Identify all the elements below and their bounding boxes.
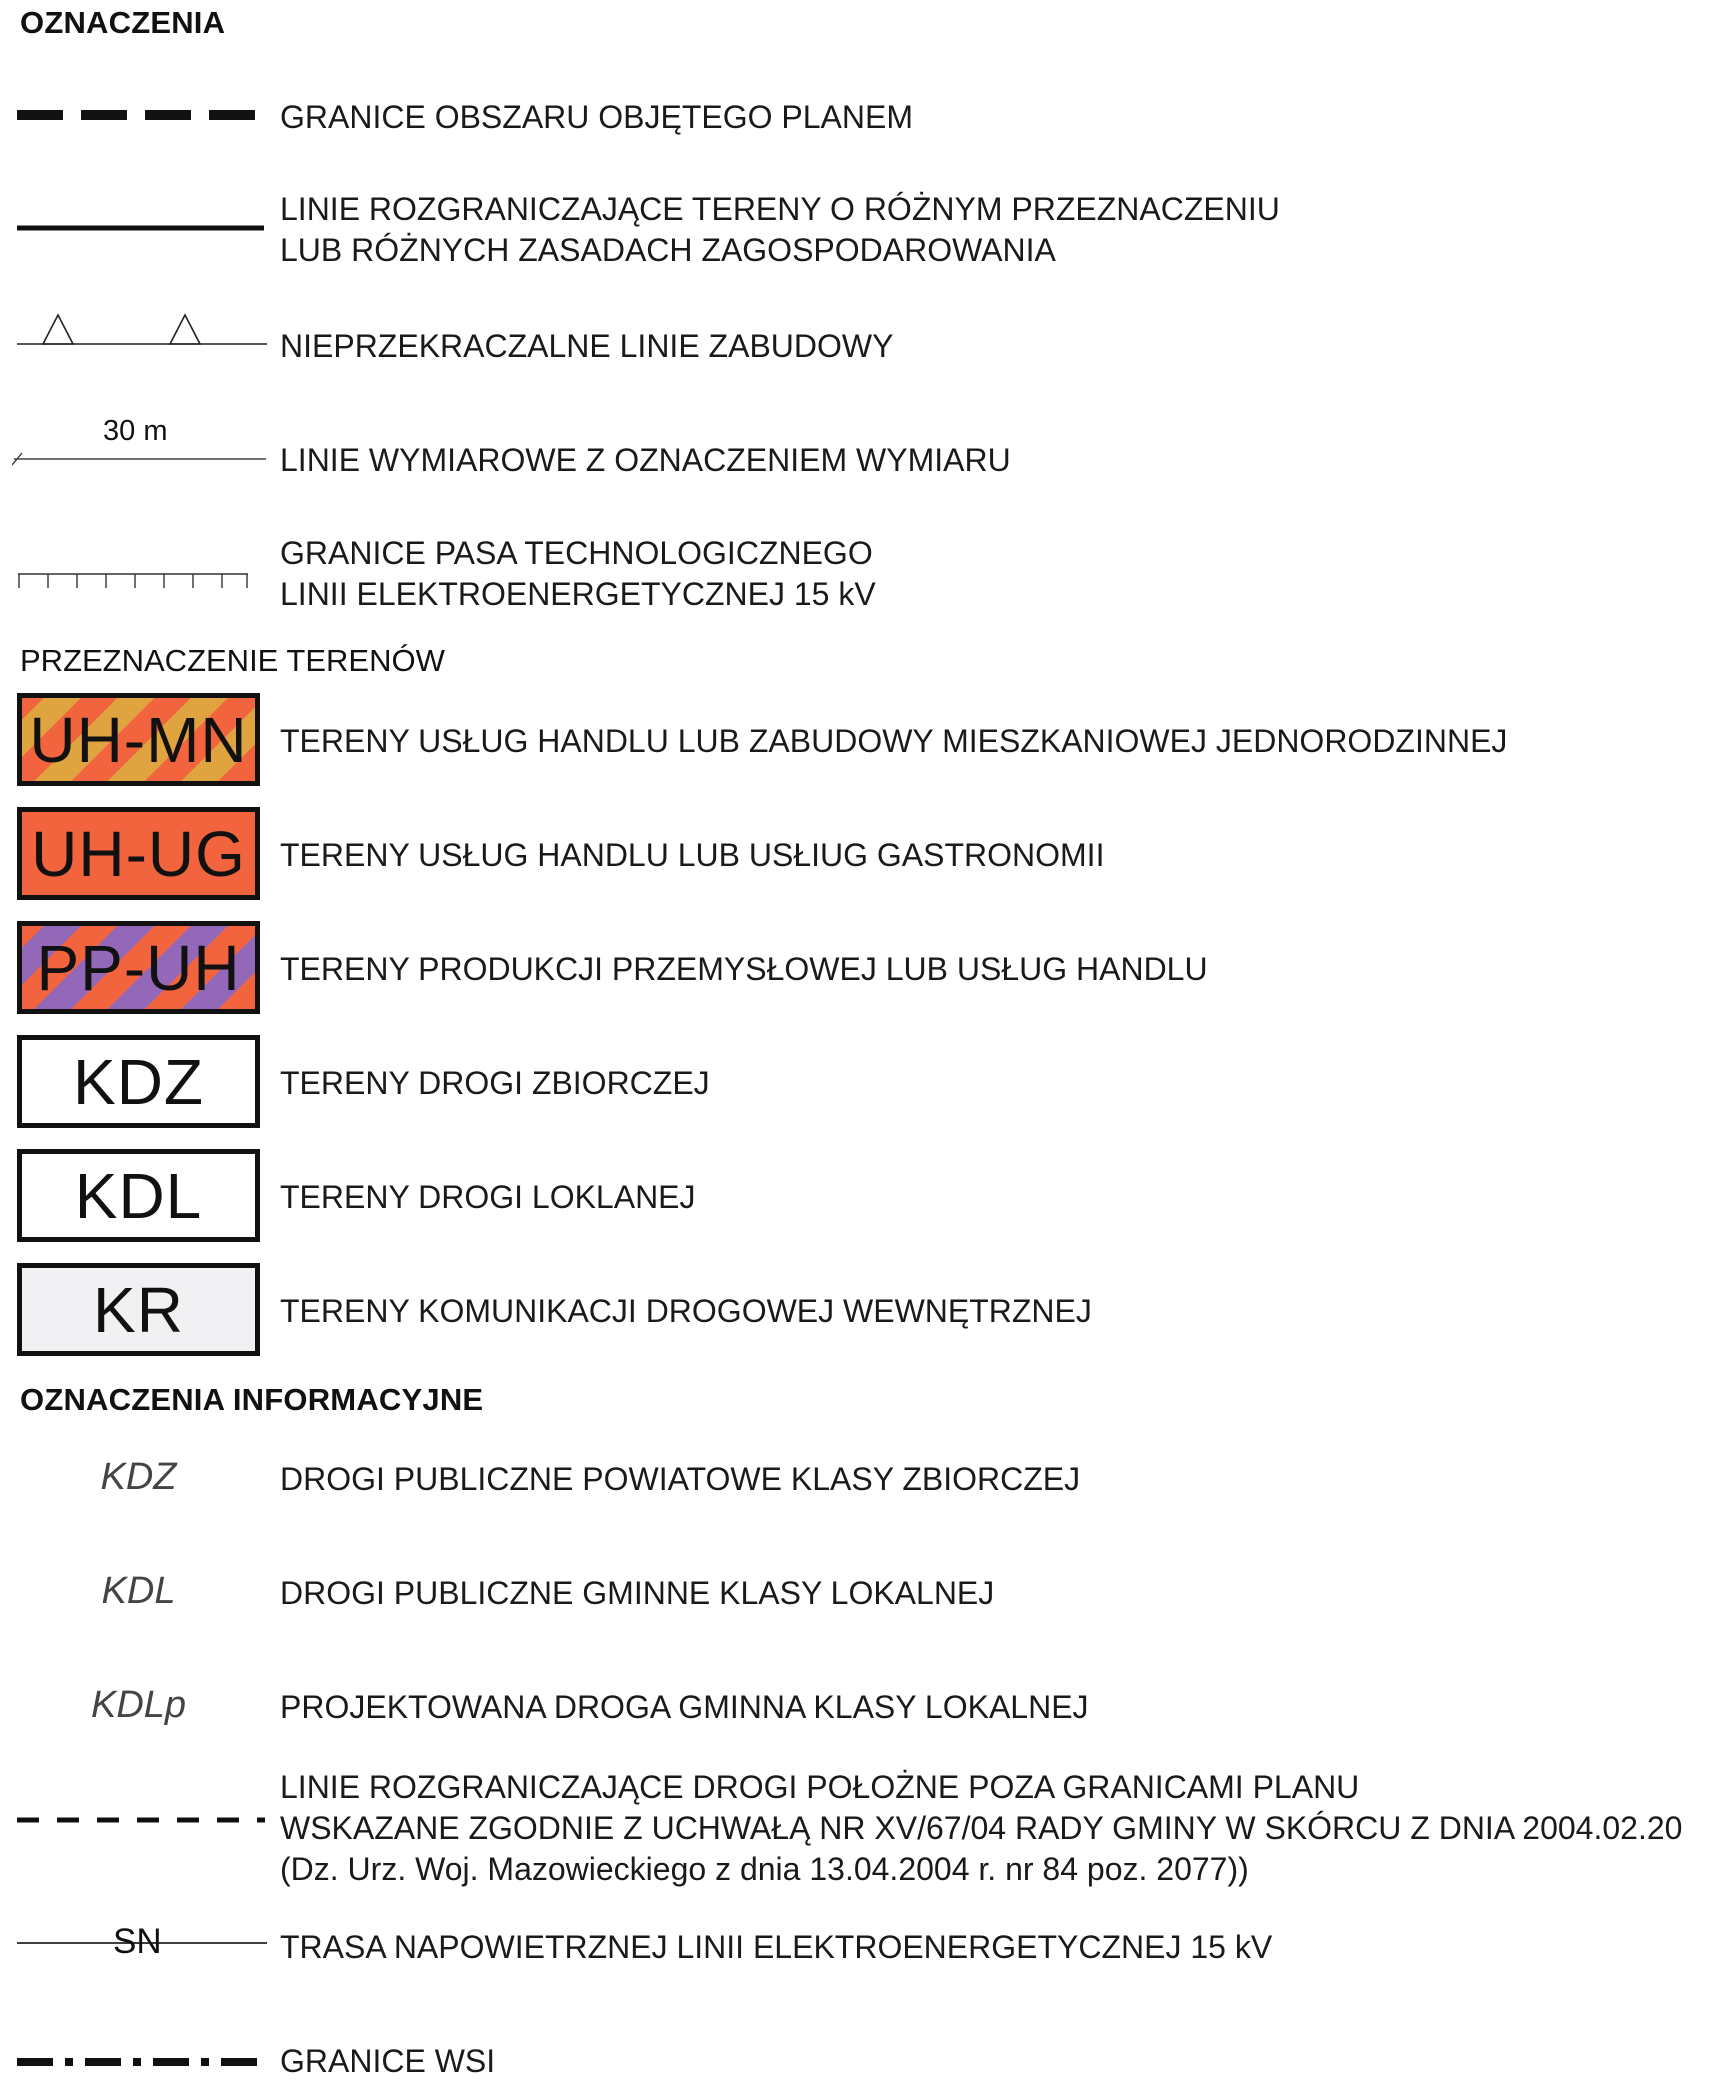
terrain-code: KR (93, 1273, 184, 1346)
terrain-label: TERENY PRODUKCJI PRZEMYSŁOWEJ LUB USŁUG HANDLU (280, 951, 1208, 987)
terrain-code: UH-MN (29, 703, 248, 776)
terrain-swatch-uh-mn (17, 693, 260, 786)
tech-strip-symbol (18, 570, 248, 590)
terrain-swatch-pp-uh (17, 921, 260, 1014)
outside-road-label-line-2: WSKAZANE ZGODNIE Z UCHWAŁĄ NR XV/67/04 RADY GMINY W SKÓRCU Z DNIA 2004.02.20 (280, 1810, 1683, 1846)
tech-strip-label-line-1: GRANICE PASA TECHNOLOGICZNEGO (280, 535, 873, 571)
terrain-code: UH-UG (31, 817, 246, 890)
terrain-swatch-kdl (17, 1149, 260, 1242)
info-code: KDL (101, 1570, 176, 1612)
info-label: DROGI PUBLICZNE POWIATOWE KLASY ZBIORCZEJ (280, 1461, 1081, 1497)
legend-title: OZNACZENIA (20, 5, 226, 40)
info-label: DROGI PUBLICZNE GMINNE KLASY LOKALNEJ (280, 1575, 995, 1611)
dimension-line-symbol (12, 451, 266, 467)
dividing-lines-label-line-2: LUB RÓŻNYCH ZASADACH ZAGOSPODAROWANIA (280, 232, 1056, 268)
terrain-label: TERENY USŁUG HANDLU LUB ZABUDOWY MIESZKANIOWEJ JEDNORODZINNEJ (280, 723, 1508, 759)
info-code: KDZ (100, 1456, 177, 1498)
terrain-label: TERENY DROGI ZBIORCZEJ (280, 1065, 710, 1101)
terrain-code: KDL (74, 1159, 203, 1232)
terrain-code: PP-UH (36, 931, 241, 1004)
info-code: KDLp (90, 1684, 187, 1726)
outside-road-label-line-1: LINIE ROZGRANICZAJĄCE DROGI POŁOŻNE POZA GRANICAMI PLANU (280, 1769, 1360, 1805)
power-line-code: SN (113, 1922, 162, 1961)
terrain-label: TERENY KOMUNIKACJI DROGOWEJ WEWNĘTRZNEJ (280, 1293, 1092, 1329)
dimension-value: 30 m (103, 415, 168, 447)
village-boundary-label: GRANICE WSI (280, 2043, 496, 2079)
tech-strip-label-line-2: LINII ELEKTROENERGETYCZNEJ 15 kV (280, 576, 876, 612)
plan-boundary-symbol (17, 108, 262, 122)
info-label: PROJEKTOWANA DROGA GMINNA KLASY LOKALNEJ (280, 1689, 1089, 1725)
dividing-lines-label (280, 189, 1280, 271)
plan-boundary-label: GRANICE OBSZARU OBJĘTEGO PLANEM (280, 99, 913, 135)
terrain-label: TERENY DROGI LOKLANEJ (280, 1179, 696, 1215)
dividing-lines-label-line-1: LINIE ROZGRANICZAJĄCE TERENY O RÓŻNYM PRZEZNACZENIU (280, 191, 1280, 227)
info-section-title: OZNACZENIA INFORMACYJNE (20, 1382, 484, 1417)
terrain-swatch-kdz (17, 1035, 260, 1128)
building-line-symbol (17, 310, 267, 350)
outside-road-line-symbol (17, 1816, 265, 1824)
terrain-section-title: PRZEZNACZENIE TERENÓW (20, 643, 445, 678)
village-boundary-symbol (17, 2057, 265, 2067)
terrain-code: KDZ (73, 1045, 204, 1118)
dividing-line-symbol (17, 224, 264, 232)
power-line-label: TRASA NAPOWIETRZNEJ LINII ELEKTROENERGETYCZNEJ 15 kV (280, 1929, 1273, 1965)
outside-road-label (280, 1767, 1682, 1890)
outside-road-label-line-3: (Dz. Urz. Woj. Mazowieckiego z dnia 13.04.2004 r. nr 84 poz. 2077)) (280, 1851, 1249, 1887)
dimension-label: LINIE WYMIAROWE Z OZNACZENIEM WYMIARU (280, 442, 1011, 478)
terrain-swatch-kr (17, 1263, 260, 1356)
terrain-swatch-uh-ug (17, 807, 260, 900)
terrain-label: TERENY USŁUG HANDLU LUB USŁIUG GASTRONOMII (280, 837, 1105, 873)
tech-strip-label (280, 533, 876, 615)
building-lines-label: NIEPRZEKRACZALNE LINIE ZABUDOWY (280, 328, 894, 364)
